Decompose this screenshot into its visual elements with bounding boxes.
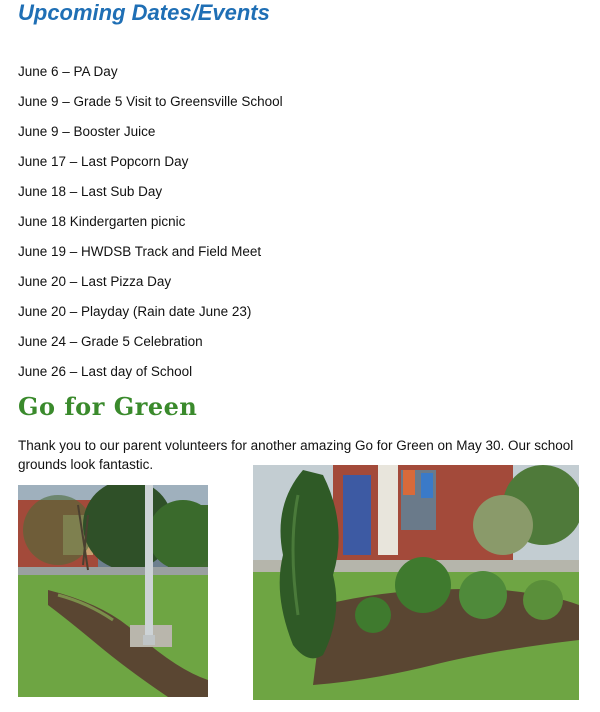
event-item: June 24 – Grade 5 Celebration: [18, 334, 203, 349]
events-list: [18, 62, 283, 392]
upcoming-events-heading: Upcoming Dates/Events: [18, 0, 270, 25]
event-item: June 26 – Last day of School: [18, 364, 193, 379]
event-item: June 18 – Last Sub Day: [18, 184, 163, 199]
flagpole-garden-photo: [18, 485, 208, 697]
event-item: June 6 – PA Day: [18, 64, 118, 79]
event-item: June 19 – HWDSB Track and Field Meet: [18, 244, 262, 259]
event-item: June 9 – Grade 5 Visit to Greensville School: [18, 94, 283, 109]
go-for-green-heading: Go for Green: [18, 392, 198, 421]
flagpole-garden-image: [18, 485, 208, 697]
event-item: June 18 Kindergarten picnic: [18, 214, 186, 229]
go-for-green-paragraph: Thank you to our parent volunteers for another amazing Go for Green on May 30. Our school grounds look fantastic.: [18, 438, 574, 472]
conifer-garden-photo: [253, 465, 579, 700]
event-item: June 9 – Booster Juice: [18, 124, 156, 139]
event-item: June 20 – Last Pizza Day: [18, 274, 172, 289]
event-item: June 17 – Last Popcorn Day: [18, 154, 189, 169]
event-item: June 20 – Playday (Rain date June 23): [18, 304, 252, 319]
conifer-garden-image: [253, 465, 579, 700]
